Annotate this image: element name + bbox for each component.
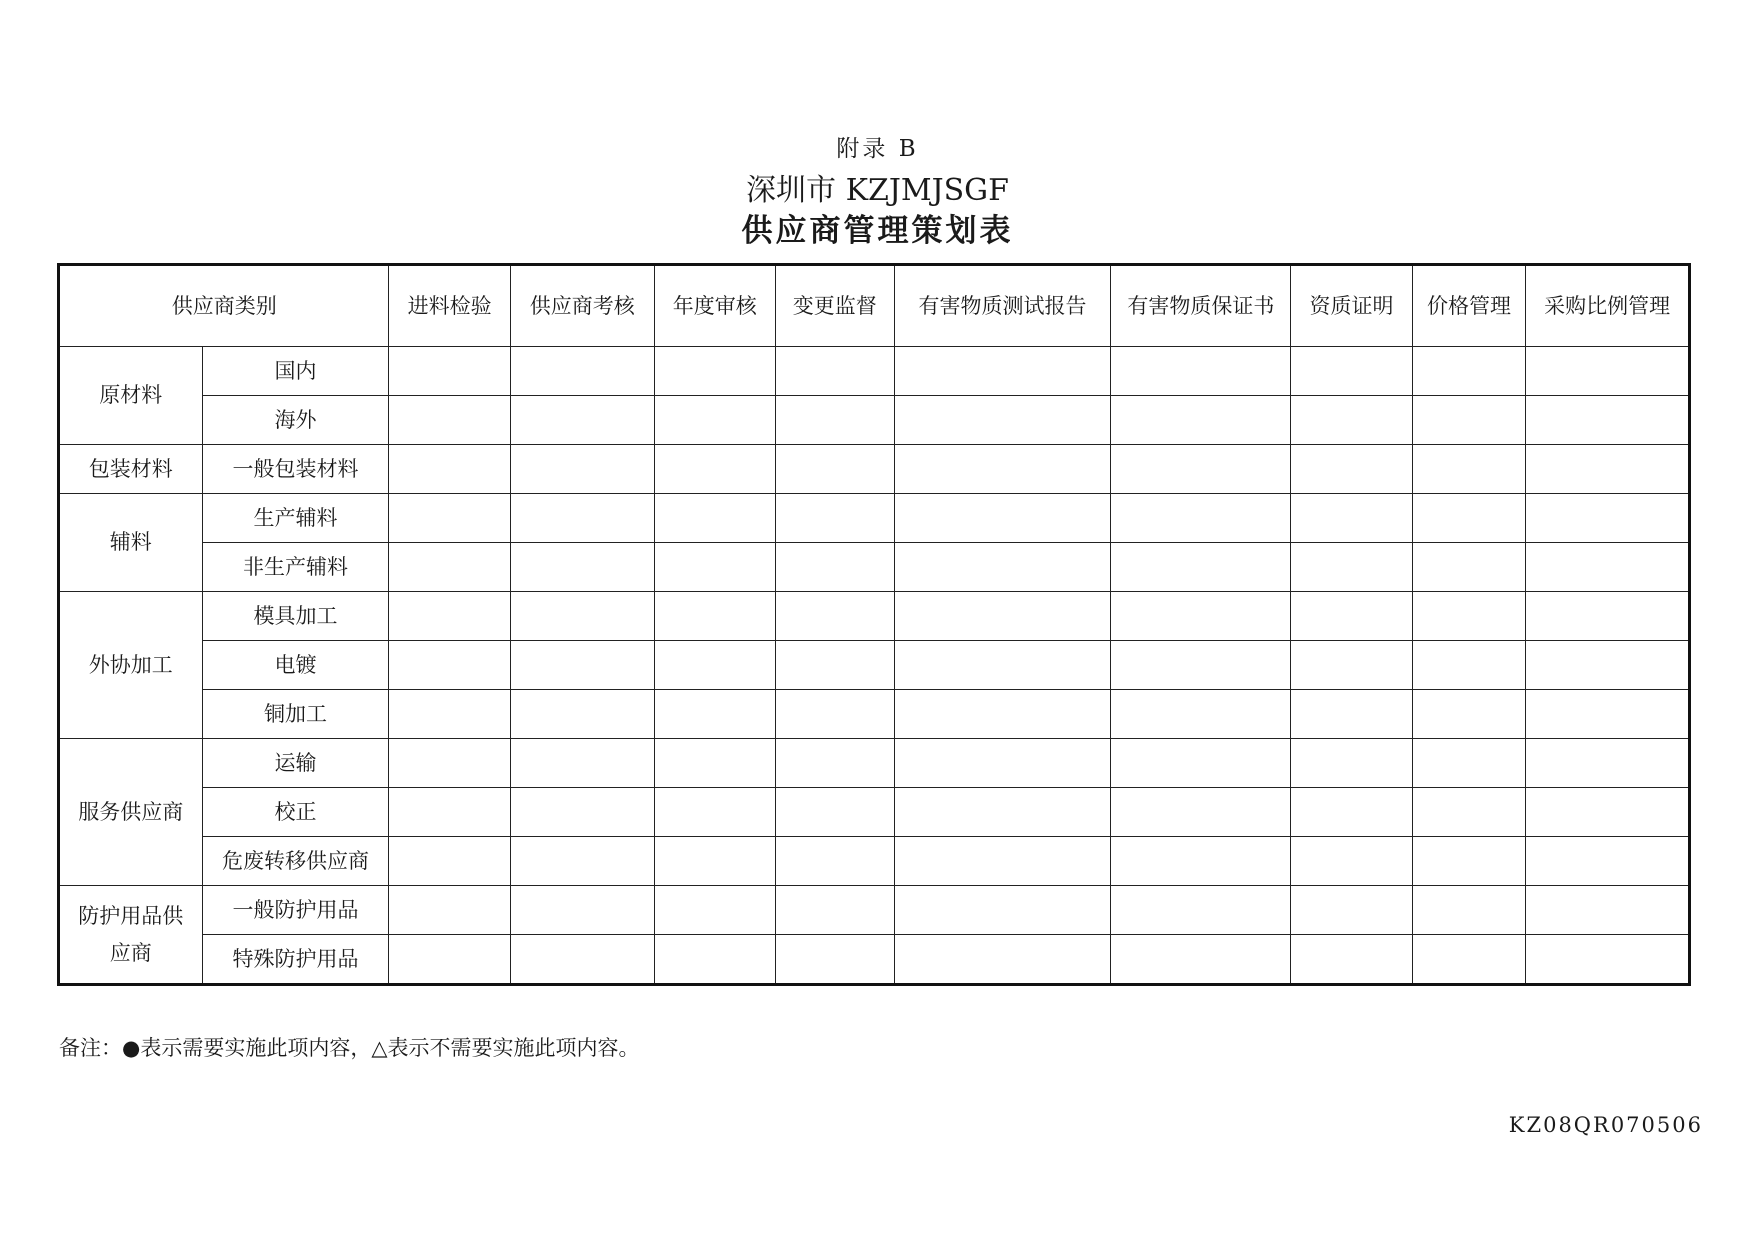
table-row [59, 445, 1690, 494]
plan-cell[interactable] [894, 641, 1111, 690]
plan-cell[interactable] [1412, 788, 1525, 837]
plan-cell[interactable] [654, 641, 776, 690]
plan-cell[interactable] [1111, 592, 1291, 641]
plan-cell[interactable] [1111, 396, 1291, 445]
plan-cell[interactable] [510, 494, 654, 543]
plan-cell[interactable] [776, 690, 895, 739]
table-row [59, 690, 1690, 739]
remarks-note: 备注：●表示需要实施此项内容，△表示不需要实施此项内容。 [59, 1036, 640, 1060]
plan-cell[interactable] [510, 396, 654, 445]
page-title: 供应商管理策划表 [741, 213, 1014, 249]
plan-cell[interactable] [776, 592, 895, 641]
table-row [59, 641, 1690, 690]
plan-cell[interactable] [1526, 788, 1690, 837]
plan-cell[interactable] [510, 837, 654, 886]
plan-cell[interactable] [1412, 396, 1525, 445]
table-row [59, 494, 1690, 543]
plan-cell[interactable] [1412, 543, 1525, 592]
table-row [59, 788, 1690, 837]
plan-cell[interactable] [510, 886, 654, 935]
column-header: 价格管理 [1412, 265, 1525, 347]
plan-cell[interactable] [1111, 837, 1291, 886]
plan-cell[interactable] [894, 396, 1111, 445]
supplier-subtype-label: 国内 [202, 347, 389, 396]
plan-cell[interactable] [654, 739, 776, 788]
plan-cell[interactable] [1291, 445, 1413, 494]
plan-cell[interactable] [510, 739, 654, 788]
plan-cell[interactable] [1111, 739, 1291, 788]
plan-cell[interactable] [894, 935, 1111, 985]
plan-cell[interactable] [776, 543, 895, 592]
plan-cell[interactable] [654, 543, 776, 592]
supplier-subtype-label: 校正 [202, 788, 389, 837]
plan-cell[interactable] [1412, 641, 1525, 690]
column-header: 变更监督 [776, 265, 895, 347]
plan-cell[interactable] [1526, 592, 1690, 641]
plan-cell[interactable] [1291, 788, 1413, 837]
supplier-subtype-label: 电镀 [202, 641, 389, 690]
plan-cell[interactable] [654, 445, 776, 494]
plan-cell[interactable] [510, 347, 654, 396]
supplier-subtype-label: 一般包装材料 [202, 445, 389, 494]
plan-cell[interactable] [1111, 690, 1291, 739]
table-header-row [59, 265, 1690, 347]
plan-cell[interactable] [1111, 445, 1291, 494]
table-row [59, 837, 1690, 886]
plan-cell[interactable] [1526, 837, 1690, 886]
column-header: 年度审核 [654, 265, 776, 347]
table-row [59, 886, 1690, 935]
plan-cell[interactable] [1111, 935, 1291, 985]
column-header: 采购比例管理 [1526, 265, 1690, 347]
plan-cell[interactable] [654, 788, 776, 837]
plan-cell[interactable] [389, 739, 511, 788]
plan-cell[interactable] [1111, 641, 1291, 690]
supplier-group-text: 辅料 [109, 530, 152, 555]
supplier-group-label [59, 592, 203, 739]
plan-cell[interactable] [1526, 641, 1690, 690]
plan-cell[interactable] [1291, 690, 1413, 739]
table-row [59, 739, 1690, 788]
plan-cell[interactable] [776, 347, 895, 396]
plan-cell[interactable] [1412, 445, 1525, 494]
table-row [59, 592, 1690, 641]
plan-cell[interactable] [1526, 739, 1690, 788]
supplier-group-label [59, 739, 203, 886]
plan-cell[interactable] [776, 935, 895, 985]
plan-cell[interactable] [654, 690, 776, 739]
supplier-group-label [59, 347, 203, 445]
plan-cell[interactable] [1526, 690, 1690, 739]
plan-cell[interactable] [894, 592, 1111, 641]
column-header: 进料检验 [389, 265, 511, 347]
plan-cell[interactable] [1412, 690, 1525, 739]
plan-cell[interactable] [389, 788, 511, 837]
supplier-group-text: 防护用品供应商 [78, 903, 184, 965]
column-header: 资质证明 [1291, 265, 1413, 347]
plan-cell[interactable] [776, 445, 895, 494]
supplier-subtype-label: 铜加工 [202, 690, 389, 739]
supplier-group-text: 外协加工 [88, 652, 173, 677]
supplier-group-label [59, 886, 203, 985]
plan-cell[interactable] [510, 690, 654, 739]
plan-cell[interactable] [1111, 494, 1291, 543]
supplier-subtype-label: 海外 [202, 396, 389, 445]
plan-cell[interactable] [894, 494, 1111, 543]
plan-cell[interactable] [776, 886, 895, 935]
plan-cell[interactable] [389, 445, 511, 494]
table-row [59, 347, 1690, 396]
plan-cell[interactable] [389, 494, 511, 543]
plan-cell[interactable] [389, 347, 511, 396]
plan-cell[interactable] [1412, 347, 1525, 396]
plan-cell[interactable] [894, 543, 1111, 592]
plan-cell[interactable] [1526, 396, 1690, 445]
plan-cell[interactable] [776, 788, 895, 837]
column-header: 供应商考核 [510, 265, 654, 347]
column-header: 有害物质测试报告 [894, 265, 1111, 347]
plan-cell[interactable] [1526, 347, 1690, 396]
plan-cell[interactable] [1291, 641, 1413, 690]
plan-cell[interactable] [1526, 445, 1690, 494]
plan-cell[interactable] [1412, 837, 1525, 886]
plan-cell[interactable] [1526, 494, 1690, 543]
plan-cell[interactable] [510, 543, 654, 592]
plan-cell[interactable] [776, 494, 895, 543]
supplier-subtype-label: 特殊防护用品 [202, 935, 389, 985]
supplier-group-text: 服务供应商 [78, 799, 184, 824]
appendix-label: 附录 B [836, 136, 919, 162]
plan-cell[interactable] [389, 396, 511, 445]
plan-cell[interactable] [389, 592, 511, 641]
plan-cell[interactable] [1526, 935, 1690, 985]
plan-cell[interactable] [1526, 886, 1690, 935]
supplier-subtype-label: 一般防护用品 [202, 886, 389, 935]
plan-cell[interactable] [1111, 543, 1291, 592]
plan-cell[interactable] [1291, 739, 1413, 788]
supplier-group-text: 原材料 [99, 383, 163, 408]
plan-cell[interactable] [1291, 935, 1413, 985]
plan-cell[interactable] [776, 837, 895, 886]
plan-cell[interactable] [1291, 592, 1413, 641]
supplier-subtype-label: 危废转移供应商 [202, 837, 389, 886]
supplier-group-label [59, 445, 203, 494]
plan-cell[interactable] [510, 788, 654, 837]
supplier-subtype-label: 模具加工 [202, 592, 389, 641]
plan-cell[interactable] [1412, 739, 1525, 788]
plan-cell[interactable] [510, 641, 654, 690]
plan-cell[interactable] [654, 886, 776, 935]
supplier-subtype-label: 运输 [202, 739, 389, 788]
plan-cell[interactable] [510, 445, 654, 494]
plan-cell[interactable] [1412, 935, 1525, 985]
plan-cell[interactable] [1291, 494, 1413, 543]
plan-cell[interactable] [389, 690, 511, 739]
plan-cell[interactable] [1526, 543, 1690, 592]
plan-cell[interactable] [894, 690, 1111, 739]
document-code: KZ08QR070506 [1508, 1113, 1703, 1137]
plan-cell[interactable] [654, 494, 776, 543]
plan-cell[interactable] [776, 396, 895, 445]
plan-cell[interactable] [654, 347, 776, 396]
plan-cell[interactable] [894, 886, 1111, 935]
plan-cell[interactable] [894, 445, 1111, 494]
plan-cell[interactable] [776, 641, 895, 690]
plan-cell[interactable] [510, 935, 654, 985]
column-header: 有害物质保证书 [1111, 265, 1291, 347]
supplier-plan-table [57, 263, 1691, 986]
company-name: 深圳市 KZJMJSGF [746, 173, 1009, 208]
supplier-group-text: 包装材料 [88, 456, 173, 481]
plan-cell[interactable] [1412, 886, 1525, 935]
plan-cell[interactable] [894, 347, 1111, 396]
plan-cell[interactable] [389, 641, 511, 690]
plan-cell[interactable] [654, 592, 776, 641]
plan-cell[interactable] [1111, 886, 1291, 935]
plan-cell[interactable] [1111, 788, 1291, 837]
plan-cell[interactable] [894, 837, 1111, 886]
plan-cell[interactable] [654, 837, 776, 886]
plan-cell[interactable] [389, 886, 511, 935]
plan-cell[interactable] [776, 739, 895, 788]
plan-cell[interactable] [1291, 396, 1413, 445]
supplier-group-label [59, 494, 203, 592]
plan-cell[interactable] [1412, 592, 1525, 641]
supplier-subtype-label: 生产辅料 [202, 494, 389, 543]
plan-cell[interactable] [1412, 494, 1525, 543]
plan-cell[interactable] [654, 396, 776, 445]
plan-cell[interactable] [1291, 347, 1413, 396]
plan-cell[interactable] [654, 935, 776, 985]
table-row [59, 935, 1690, 985]
table-row [59, 396, 1690, 445]
table-row [59, 543, 1690, 592]
plan-cell[interactable] [389, 935, 511, 985]
plan-cell[interactable] [1291, 543, 1413, 592]
plan-cell[interactable] [389, 837, 511, 886]
plan-cell[interactable] [894, 788, 1111, 837]
plan-cell[interactable] [1111, 347, 1291, 396]
plan-cell[interactable] [894, 739, 1111, 788]
plan-cell[interactable] [1291, 886, 1413, 935]
category-header: 供应商类别 [59, 265, 389, 347]
plan-cell[interactable] [389, 543, 511, 592]
plan-cell[interactable] [1291, 837, 1413, 886]
plan-cell[interactable] [510, 592, 654, 641]
supplier-subtype-label: 非生产辅料 [202, 543, 389, 592]
